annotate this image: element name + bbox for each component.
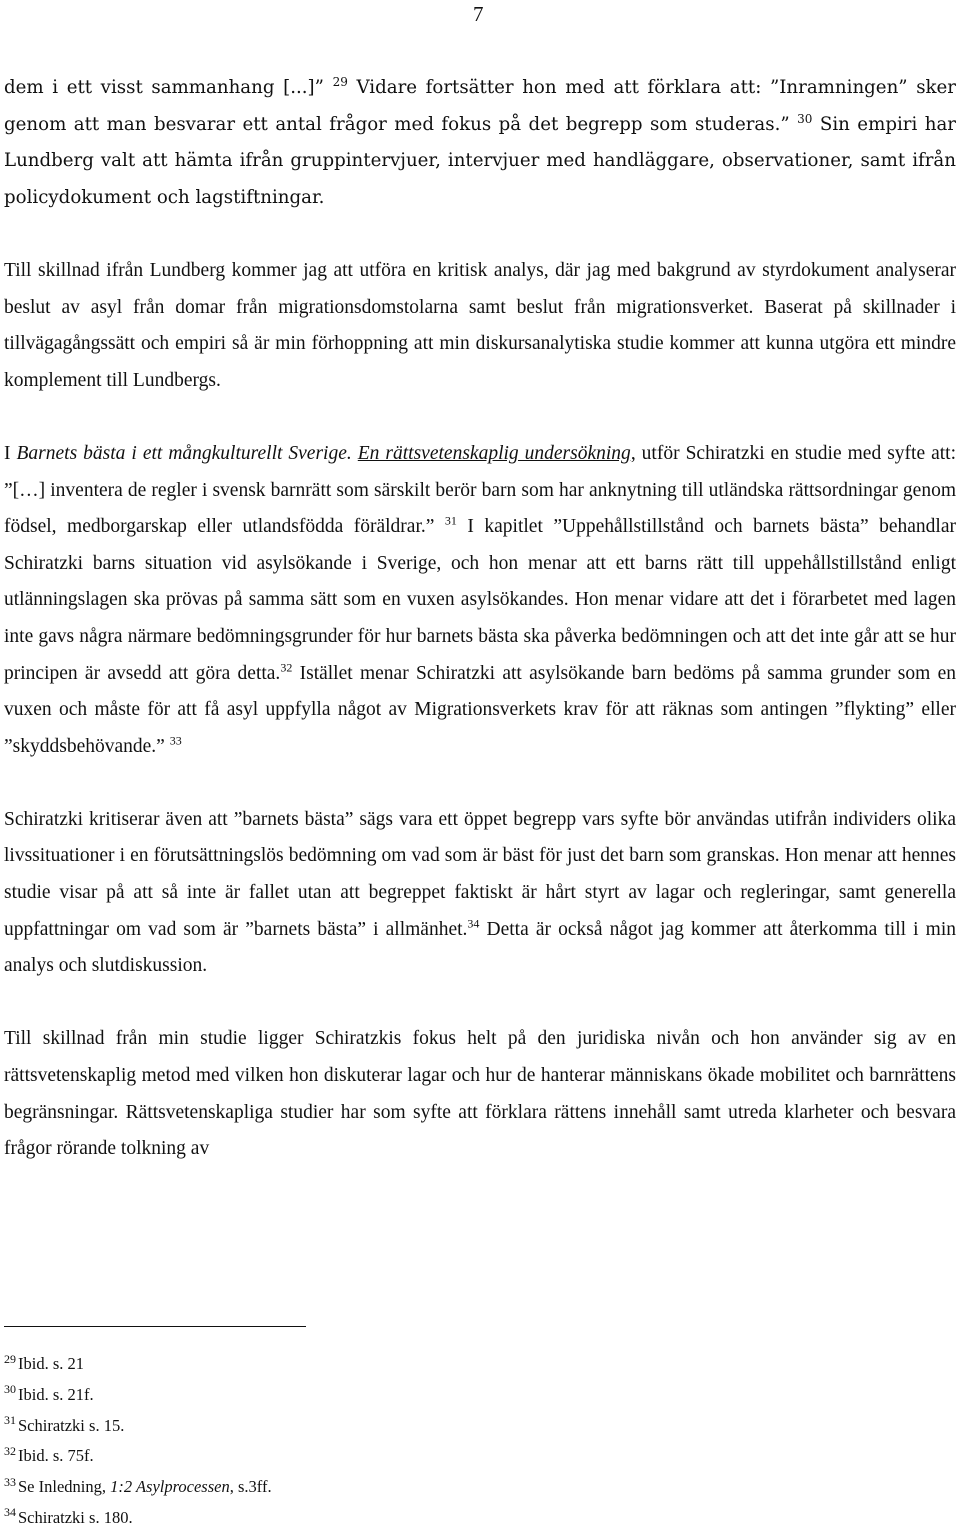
book-subtitle: En rättsvetenskaplig undersökning bbox=[357, 442, 631, 464]
footnote-text: Schiratzki s. 15. bbox=[18, 1415, 125, 1435]
paragraph-schiratzki-study bbox=[4, 436, 956, 765]
footnote-29 bbox=[4, 1349, 704, 1380]
footnote-number: 32 bbox=[4, 1443, 16, 1458]
book-title: Barnets bästa i ett mångkulturellt Sverige. bbox=[16, 442, 358, 464]
footnote-text: Se Inledning, bbox=[18, 1477, 111, 1497]
paragraph-lundberg-method bbox=[4, 70, 956, 216]
footnote-text: Schiratzki s. 180. bbox=[18, 1507, 133, 1527]
body-text bbox=[4, 70, 956, 1168]
footnote-32 bbox=[4, 1441, 704, 1472]
footnote-33 bbox=[4, 1472, 704, 1503]
paragraph-schiratzki-critique bbox=[4, 802, 956, 985]
footnote-34 bbox=[4, 1503, 704, 1534]
footnote-separator bbox=[4, 1326, 306, 1327]
footnote-ref-33[interactable]: 33 bbox=[169, 733, 182, 748]
footnote-ref-30[interactable]: 30 bbox=[797, 111, 813, 126]
footnote-ref-34[interactable]: 34 bbox=[467, 916, 480, 931]
paragraph-difference: Till skillnad från min studie ligger Schiratzkis fokus helt på den juridiska nivån och hon använder sig av en rättsvetenskaplig metod med vilken hon diskuterar lagar och hur de hanterar människans ökade mobilitet och barnrättens begränsningar. Rättsvetenskapliga studier har som syfte att förklara rättens innehåll samt utreda klarheter och besvara frågor rörande tolkning av bbox=[4, 1028, 956, 1160]
footnote-ref-29[interactable]: 29 bbox=[332, 74, 348, 89]
footnotes bbox=[4, 1349, 704, 1534]
text-run: Schiratzki kritiserar även att ”barnets bästa” sägs vara ett öppet begrepp vars syfte bör användas utifrån individers olika livssituationer i en förutsättningslös bedömning om vad som är bäst för just det barn som granskas. Hon menar att hennes studie visar på att så inte är fallet utan att begreppet faktiskt är hårt styrt av lagar och regleringar, samt generella uppfattningar om vad som är ”barnets bästa” i allmänhet. bbox=[4, 808, 956, 940]
text-run: Detta är också något jag kommer att återkomma till i min analys och slutdiskussion. bbox=[4, 918, 957, 977]
footnote-italic: 1:2 Asylprocessen bbox=[110, 1477, 230, 1497]
footnote-number: 29 bbox=[4, 1351, 16, 1366]
text-run: dem i ett visst sammanhang [...]” bbox=[4, 77, 333, 98]
footnote-text: Ibid. s. 21 bbox=[18, 1354, 84, 1373]
footnote-number: 31 bbox=[4, 1413, 16, 1428]
footnote-number: 30 bbox=[4, 1382, 16, 1397]
footnote-ref-32[interactable]: 32 bbox=[280, 660, 293, 674]
text-run: I kapitlet ”Uppehållstillstånd och barnets bästa” behandlar Schiratzki barns situation vid asylsökande i Sverige, och hon menar att ett barns rätt till uppehållstillstånd enligt utlänningslagen ska prövas på samma sätt som en vuxen asylsökandes. Hon menar vidare att det i förarbetet med lagen inte gavs några närmare bedömningsgrunder för hur barnets bästa ska påverka bedömningen och att det inte går att se hur principen är avsedd att göra detta. bbox=[4, 516, 956, 684]
text-run: I bbox=[4, 442, 17, 464]
text-run: Vidare fortsätter hon med att förklara att: ”Inramningen” sker genom att man besvarar ett antal frågor med fokus på det begrepp som studeras.” bbox=[4, 77, 957, 135]
footnote-text: Ibid. s. 75f. bbox=[18, 1446, 94, 1466]
footnote-31 bbox=[4, 1411, 704, 1442]
footnote-30 bbox=[4, 1380, 704, 1411]
footnote-text: Ibid. s. 21f. bbox=[18, 1384, 94, 1404]
footnote-number: 33 bbox=[4, 1474, 16, 1489]
text-run: Sin empiri har Lundberg valt att hämta ifrån gruppintervjuer, intervjuer med handläggare, observationer, samt ifrån policydokument och lagstiftningar. bbox=[4, 113, 956, 208]
footnote-number: 34 bbox=[4, 1505, 16, 1520]
text-run: Istället menar Schiratzki att asylsökande barn bedöms på samma grunder som en vuxen och måste för att få asyl uppfylla något av Migrationsverkets krav för att räknas som antingen ”flykting” eller ”skyddsbehövande.” bbox=[4, 662, 956, 757]
footnote-ref-31[interactable]: 31 bbox=[444, 513, 457, 528]
page-number: 7 bbox=[473, 2, 484, 26]
text-run: , utför Schiratzki en studie med syfte att: ”[…] inventera de regler i svensk barnrätt som särskilt berör barn som har anknytning till utländska rättsordningar genom födsel, medborgarskap eller utlandsfödda föräldrar.” bbox=[4, 442, 956, 538]
footnote-text: , s.3ff. bbox=[229, 1477, 272, 1497]
paragraph-critical-analysis: Till skillnad ifrån Lundberg kommer jag att utföra en kritisk analys, där jag med bakgrund av styrdokument analyserar beslut av asyl från domar från migrationsdomstolarna samt beslut från migrationsverket. Baserat på skillnader i tillvägagångssätt och empiri så är min förhoppning att min diskursanalytiska studie kommer att kunna utgöra ett mindre komplement till Lundbergs. bbox=[4, 259, 956, 391]
